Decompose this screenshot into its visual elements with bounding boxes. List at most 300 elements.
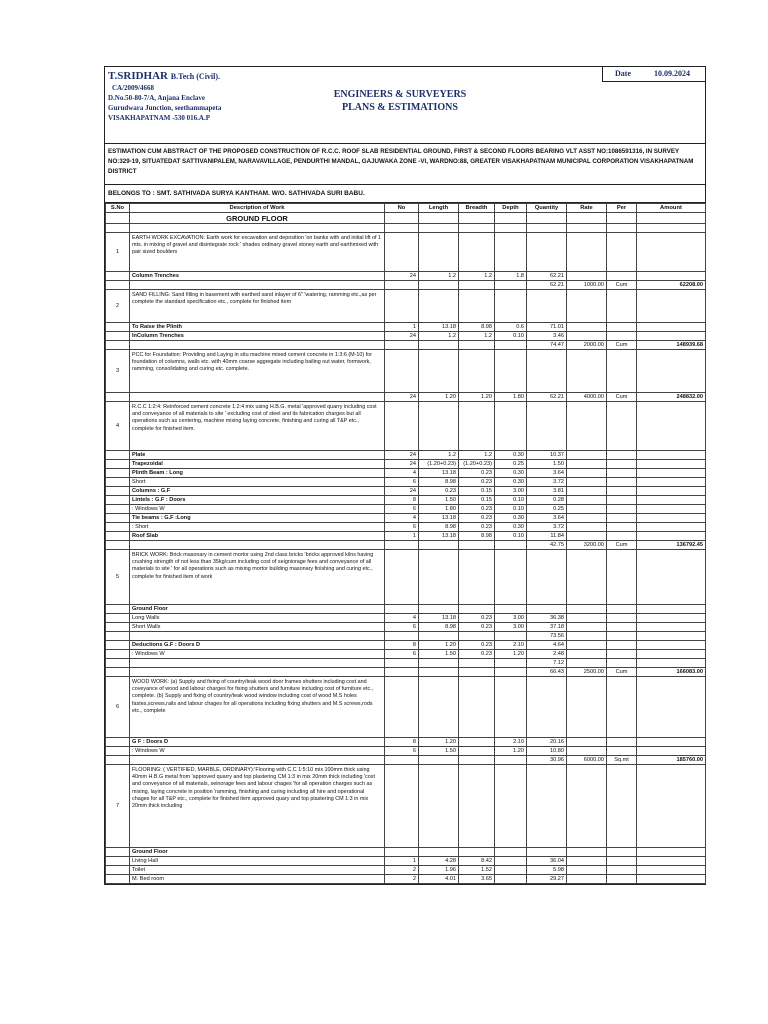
cell-quantity: [527, 848, 567, 857]
cell-no: [385, 765, 419, 848]
cell-depth: 2.10: [495, 738, 527, 747]
cell-amount: [637, 614, 706, 623]
cell-breadth: 1.2: [459, 332, 495, 341]
cell-per: [607, 496, 637, 505]
cell-rate: [567, 765, 607, 848]
cell-description: Roof Slab: [130, 532, 385, 541]
cell-sno: [106, 747, 130, 756]
cell-depth: [495, 605, 527, 614]
cell-no: 6: [385, 623, 419, 632]
cell-depth: 3.00: [495, 614, 527, 623]
cell-description: [130, 541, 385, 550]
cell-length: 13.18: [419, 469, 459, 478]
cell-no: 1: [385, 532, 419, 541]
table-row: [106, 756, 706, 765]
cell-quantity: 5.98: [527, 866, 567, 875]
cell-breadth: [459, 233, 495, 272]
table-row: [106, 875, 706, 884]
cell-quantity: [527, 550, 567, 605]
cell-length: [419, 402, 459, 451]
table-row: [106, 281, 706, 290]
col-amount: Amount: [637, 204, 706, 213]
cell-breadth: [459, 341, 495, 350]
col-breadth: Breadth: [459, 204, 495, 213]
cell-rate: [567, 478, 607, 487]
cell-depth: [495, 668, 527, 677]
cell-no: 6: [385, 747, 419, 756]
cell-breadth: 8.98: [459, 532, 495, 541]
cell-length: [419, 632, 459, 641]
cell-breadth: [459, 605, 495, 614]
cell-per: Cum: [607, 393, 637, 402]
firm-qualification: B.Tech (Civil).: [170, 72, 221, 81]
cell-quantity: 3.46: [527, 332, 567, 341]
cell-amount: [637, 487, 706, 496]
cell-no: [385, 350, 419, 393]
cell-sno: 4: [106, 402, 130, 451]
cell-per: [607, 875, 637, 884]
cell-depth: 0.10: [495, 496, 527, 505]
cell-length: (1.20+0.23): [419, 460, 459, 469]
cell-per: [607, 632, 637, 641]
cell-depth: 0.30: [495, 451, 527, 460]
cell-no: 24: [385, 393, 419, 402]
cell-quantity: 66.43: [527, 668, 567, 677]
cell-breadth: [459, 632, 495, 641]
cell-rate: [567, 224, 607, 233]
cell-description: : Windows W: [130, 747, 385, 756]
cell-sno: [106, 272, 130, 281]
cell-no: [385, 605, 419, 614]
firm-address-3: VISAKHAPATNAM -530 016.A.P: [108, 114, 211, 122]
cell-description: EARTH WORK EXCAVATION: Earth work for excavation and deposition 'on banks with and initial lift of 1 mts. in mixing of gravel and disintegrate rock ' shades ordinary gravel stoney earth and earthmixed with pair sized boulders: [130, 233, 385, 272]
table-row: [106, 632, 706, 641]
cell-amount: [637, 848, 706, 857]
table-row: [106, 523, 706, 532]
cell-length: [419, 756, 459, 765]
cell-breadth: 0.23: [459, 614, 495, 623]
cell-per: Cum: [607, 281, 637, 290]
cell-depth: [495, 848, 527, 857]
cell-sno: [106, 857, 130, 866]
cell-per: [607, 765, 637, 848]
cell-per: [607, 332, 637, 341]
cell-quantity: [527, 350, 567, 393]
cell-description: : Short: [130, 523, 385, 532]
estimate-table: [105, 203, 706, 884]
cell-amount: 148939.68: [637, 341, 706, 350]
cell-quantity: [527, 233, 567, 272]
cell-per: [607, 272, 637, 281]
cell-rate: [567, 677, 607, 738]
cell-per: [607, 233, 637, 272]
cell-depth: [495, 224, 527, 233]
cell-breadth: [459, 402, 495, 451]
cell-amount: [637, 659, 706, 668]
cell-length: 1.80: [419, 505, 459, 514]
cell-depth: [495, 765, 527, 848]
cell-length: 13.18: [419, 532, 459, 541]
cell-sno: [106, 224, 130, 233]
cell-amount: [637, 650, 706, 659]
cell-description: [130, 281, 385, 290]
cell-description: R.C.C 1:2:4: Reinforced cement concrete 1:2:4 mix using H.B.G. metal 'approved quarry including cost and conveyance of all materials to site ' excluding cost of steel and its fabrication charges but all operations such as centering, machine mixing laying concrete, finishing and curing all T&P etc., complete for finished item.: [130, 402, 385, 451]
cell-breadth: 0.15: [459, 496, 495, 505]
sheet-header: [105, 67, 705, 144]
table-row: [106, 478, 706, 487]
cell-depth: [495, 541, 527, 550]
cell-amount: [637, 738, 706, 747]
cell-rate: [567, 605, 607, 614]
cell-no: [385, 677, 419, 738]
cell-description: Ground Floor: [130, 605, 385, 614]
cell-depth: [495, 350, 527, 393]
cell-rate: [567, 857, 607, 866]
cell-quantity: 30.96: [527, 756, 567, 765]
table-body: [106, 224, 706, 884]
table-row: [106, 641, 706, 650]
cell-description: Column Trenches: [130, 272, 385, 281]
cell-rate: [567, 641, 607, 650]
cell-no: [385, 341, 419, 350]
cell-no: 6: [385, 505, 419, 514]
cell-no: [385, 632, 419, 641]
col-length: Length: [419, 204, 459, 213]
table-row: [106, 233, 706, 272]
cell-breadth: [459, 550, 495, 605]
cell-rate: [567, 505, 607, 514]
cell-depth: 3.00: [495, 623, 527, 632]
cell-per: [607, 402, 637, 451]
cell-breadth: 8.98: [459, 323, 495, 332]
cell-length: 1.50: [419, 747, 459, 756]
cell-depth: 0.10: [495, 532, 527, 541]
firm-block: [108, 70, 221, 123]
cell-no: 24: [385, 487, 419, 496]
cell-amount: [637, 866, 706, 875]
cell-breadth: [459, 756, 495, 765]
estimate-sheet: [104, 66, 706, 885]
cell-sno: [106, 281, 130, 290]
cell-per: [607, 605, 637, 614]
cell-rate: [567, 332, 607, 341]
cell-sno: [106, 496, 130, 505]
date-label: Date: [615, 69, 631, 78]
cell-sno: [106, 848, 130, 857]
cell-amount: [637, 478, 706, 487]
cell-description: : Windows W: [130, 505, 385, 514]
cell-breadth: 0.15: [459, 487, 495, 496]
cell-depth: [495, 290, 527, 323]
firm-name: T.SRIDHAR: [108, 70, 169, 82]
cell-description: SAND FILLING: Sand filling in basement with earthed sand inlayer of 6" 'watering, ramming etc.,as per complete the standard specification etc., complete for finished item: [130, 290, 385, 323]
cell-breadth: 0.23: [459, 478, 495, 487]
cell-depth: 0.10: [495, 505, 527, 514]
cell-description: Short: [130, 478, 385, 487]
cell-sno: [106, 332, 130, 341]
cell-per: [607, 641, 637, 650]
cell-no: 24: [385, 460, 419, 469]
cell-length: 1.2: [419, 451, 459, 460]
cell-sno: [106, 487, 130, 496]
cell-sno: [106, 478, 130, 487]
cell-amount: 166083.00: [637, 668, 706, 677]
cell-depth: 1.20: [495, 747, 527, 756]
col-description: Description of Work: [130, 204, 385, 213]
cell-description: : Windows W: [130, 650, 385, 659]
cell-depth: [495, 875, 527, 884]
cell-quantity: 2.48: [527, 650, 567, 659]
cell-sno: 1: [106, 233, 130, 272]
cell-per: [607, 350, 637, 393]
cell-length: [419, 605, 459, 614]
cell-length: [419, 290, 459, 323]
cell-per: [607, 738, 637, 747]
cell-quantity: 1.50: [527, 460, 567, 469]
cell-breadth: 1.2: [459, 451, 495, 460]
cell-length: 1.20: [419, 738, 459, 747]
cell-breadth: 0.23: [459, 641, 495, 650]
cell-length: [419, 848, 459, 857]
cell-rate: [567, 747, 607, 756]
cell-no: [385, 224, 419, 233]
cell-quantity: 3.64: [527, 514, 567, 523]
cell-quantity: 62.21: [527, 272, 567, 281]
cell-description: Columns : G.F: [130, 487, 385, 496]
cell-per: [607, 487, 637, 496]
cell-rate: [567, 550, 607, 605]
cell-rate: [567, 233, 607, 272]
cell-no: [385, 659, 419, 668]
cell-no: 24: [385, 332, 419, 341]
cell-description: Lintels : G.F : Doors: [130, 496, 385, 505]
cell-description: PCC for Foundation: Providing and Laying in situ machine mixed cement concrete in 1:3:6 (M-10) for foundation of columns, walls etc. with 40mm coarse aggregate including bailing out water, formwork, ramming, consolidating and curing etc. complete.: [130, 350, 385, 393]
cell-length: 1.2: [419, 272, 459, 281]
cell-amount: [637, 605, 706, 614]
cell-quantity: 10.37: [527, 451, 567, 460]
cell-amount: 185760.00: [637, 756, 706, 765]
cell-no: [385, 281, 419, 290]
cell-description: Long Walls: [130, 614, 385, 623]
cell-sno: [106, 875, 130, 884]
cell-amount: [637, 402, 706, 451]
cell-per: [607, 460, 637, 469]
cell-length: [419, 677, 459, 738]
cell-amount: [637, 233, 706, 272]
cell-sno: 2: [106, 290, 130, 323]
cell-rate: [567, 487, 607, 496]
date-box: [602, 67, 705, 82]
cell-no: 6: [385, 478, 419, 487]
col-no: No: [385, 204, 419, 213]
cell-length: [419, 541, 459, 550]
cell-amount: [637, 523, 706, 532]
cell-per: [607, 650, 637, 659]
cell-rate: [567, 632, 607, 641]
cell-breadth: [459, 765, 495, 848]
cell-breadth: [459, 677, 495, 738]
table-row: [106, 747, 706, 756]
cell-per: [607, 532, 637, 541]
cell-per: [607, 290, 637, 323]
cell-depth: [495, 756, 527, 765]
cell-no: 4: [385, 514, 419, 523]
engineers-title: [315, 88, 485, 114]
cell-amount: [637, 550, 706, 605]
cell-no: 24: [385, 272, 419, 281]
cell-description: Ground Floor: [130, 848, 385, 857]
cell-rate: 2500.00: [567, 668, 607, 677]
cell-depth: [495, 659, 527, 668]
cell-breadth: [459, 281, 495, 290]
cell-per: [607, 857, 637, 866]
cell-length: 8.98: [419, 523, 459, 532]
cell-quantity: [527, 402, 567, 451]
cell-per: [607, 478, 637, 487]
cell-amount: [637, 332, 706, 341]
cell-quantity: [527, 605, 567, 614]
cell-depth: 2.10: [495, 641, 527, 650]
cell-rate: 3200.00: [567, 541, 607, 550]
cell-breadth: [459, 541, 495, 550]
cell-length: 1.96: [419, 866, 459, 875]
cell-depth: [495, 402, 527, 451]
col-rate: Rate: [567, 204, 607, 213]
cell-rate: [567, 623, 607, 632]
plans-line: PLANS & ESTIMATIONS: [342, 102, 458, 113]
cell-breadth: [459, 290, 495, 323]
cell-breadth: 1.20: [459, 393, 495, 402]
table-row: [106, 857, 706, 866]
cell-length: 0.23: [419, 487, 459, 496]
cell-length: 1.2: [419, 332, 459, 341]
cell-rate: [567, 866, 607, 875]
cell-depth: [495, 281, 527, 290]
col-quantity: Quantity: [527, 204, 567, 213]
cell-no: [385, 290, 419, 323]
cell-amount: [637, 623, 706, 632]
cell-per: [607, 677, 637, 738]
cell-no: 8: [385, 738, 419, 747]
table-row: [106, 224, 706, 233]
cell-rate: [567, 402, 607, 451]
cell-sno: [106, 756, 130, 765]
table-row: [106, 487, 706, 496]
cell-per: [607, 514, 637, 523]
cell-length: 13.18: [419, 323, 459, 332]
cell-depth: [495, 857, 527, 866]
table-row: [106, 350, 706, 393]
cell-no: 8: [385, 641, 419, 650]
cell-quantity: [527, 765, 567, 848]
table-row: [106, 765, 706, 848]
cell-no: 2: [385, 866, 419, 875]
table-row: [106, 332, 706, 341]
cell-length: 1.20: [419, 641, 459, 650]
col-sno: S.No: [106, 204, 130, 213]
cell-description: [130, 756, 385, 765]
cell-sno: 6: [106, 677, 130, 738]
table-row: [106, 496, 706, 505]
cell-amount: [637, 677, 706, 738]
cell-description: InColumn Trenches: [130, 332, 385, 341]
cell-no: 6: [385, 523, 419, 532]
cell-amount: [637, 747, 706, 756]
cell-rate: [567, 496, 607, 505]
table-row: [106, 866, 706, 875]
cell-rate: [567, 659, 607, 668]
cell-description: Plinth Beam : Long: [130, 469, 385, 478]
cell-depth: 0.30: [495, 469, 527, 478]
cell-rate: [567, 272, 607, 281]
cell-amount: [637, 496, 706, 505]
cell-no: [385, 550, 419, 605]
table-row: [106, 393, 706, 402]
cell-rate: [567, 469, 607, 478]
cell-length: [419, 668, 459, 677]
cell-rate: 2000.00: [567, 341, 607, 350]
cell-amount: [637, 323, 706, 332]
cell-description: Trapezoidal: [130, 460, 385, 469]
cell-quantity: [527, 224, 567, 233]
cell-length: 4.28: [419, 857, 459, 866]
cell-length: 13.18: [419, 514, 459, 523]
cell-quantity: 73.56: [527, 632, 567, 641]
cell-sno: [106, 632, 130, 641]
cell-description: [130, 632, 385, 641]
cell-length: [419, 659, 459, 668]
cell-rate: [567, 350, 607, 393]
cell-no: 8: [385, 496, 419, 505]
cell-length: 8.98: [419, 623, 459, 632]
cell-per: [607, 659, 637, 668]
table-row: [106, 738, 706, 747]
cell-depth: [495, 632, 527, 641]
table-row: [106, 532, 706, 541]
cell-breadth: 0.23: [459, 623, 495, 632]
cell-sno: [106, 523, 130, 532]
table-row: [106, 272, 706, 281]
estimation-description: ESTIMATION CUM ABSTRACT OF THE PROPOSED CONSTRUCTION OF R.C.C. ROOF SLAB RESIDENTIAL GROUND, FIRST & SECOND FLOORS BEARING VLT ASST NO:1086591316, IN SURVEY NO:329-19, SITUATEDAT SATTIVANIPALEM, NARAVAVILLAGE, PENDURTHI MANDAL, GAJUWAKA ZONE -VI, WARDNO:88, GREATER VISAKHAPATNAM MUNICIPAL CORPORATION VISAKHAPATNAM DISTRICT: [105, 144, 705, 185]
cell-quantity: 7.12: [527, 659, 567, 668]
cell-quantity: 71.01: [527, 323, 567, 332]
table-row: [106, 323, 706, 332]
cell-rate: 1000.00: [567, 281, 607, 290]
cell-quantity: 3.72: [527, 523, 567, 532]
table-row: [106, 614, 706, 623]
cell-depth: [495, 233, 527, 272]
cell-quantity: 37.18: [527, 623, 567, 632]
cell-no: 4: [385, 469, 419, 478]
cell-quantity: 4.64: [527, 641, 567, 650]
cell-per: [607, 848, 637, 857]
cell-breadth: 0.23: [459, 650, 495, 659]
cell-breadth: [459, 224, 495, 233]
date-value: 10.09.2024: [654, 69, 690, 78]
cell-quantity: 11.84: [527, 532, 567, 541]
cell-quantity: 29.27: [527, 875, 567, 884]
cell-per: [607, 866, 637, 875]
cell-no: [385, 541, 419, 550]
cell-sno: [106, 393, 130, 402]
cell-amount: [637, 532, 706, 541]
table-row: [106, 650, 706, 659]
cell-quantity: [527, 677, 567, 738]
cell-rate: [567, 451, 607, 460]
cell-depth: 1.8: [495, 272, 527, 281]
cell-sno: [106, 738, 130, 747]
table-row: [106, 677, 706, 738]
